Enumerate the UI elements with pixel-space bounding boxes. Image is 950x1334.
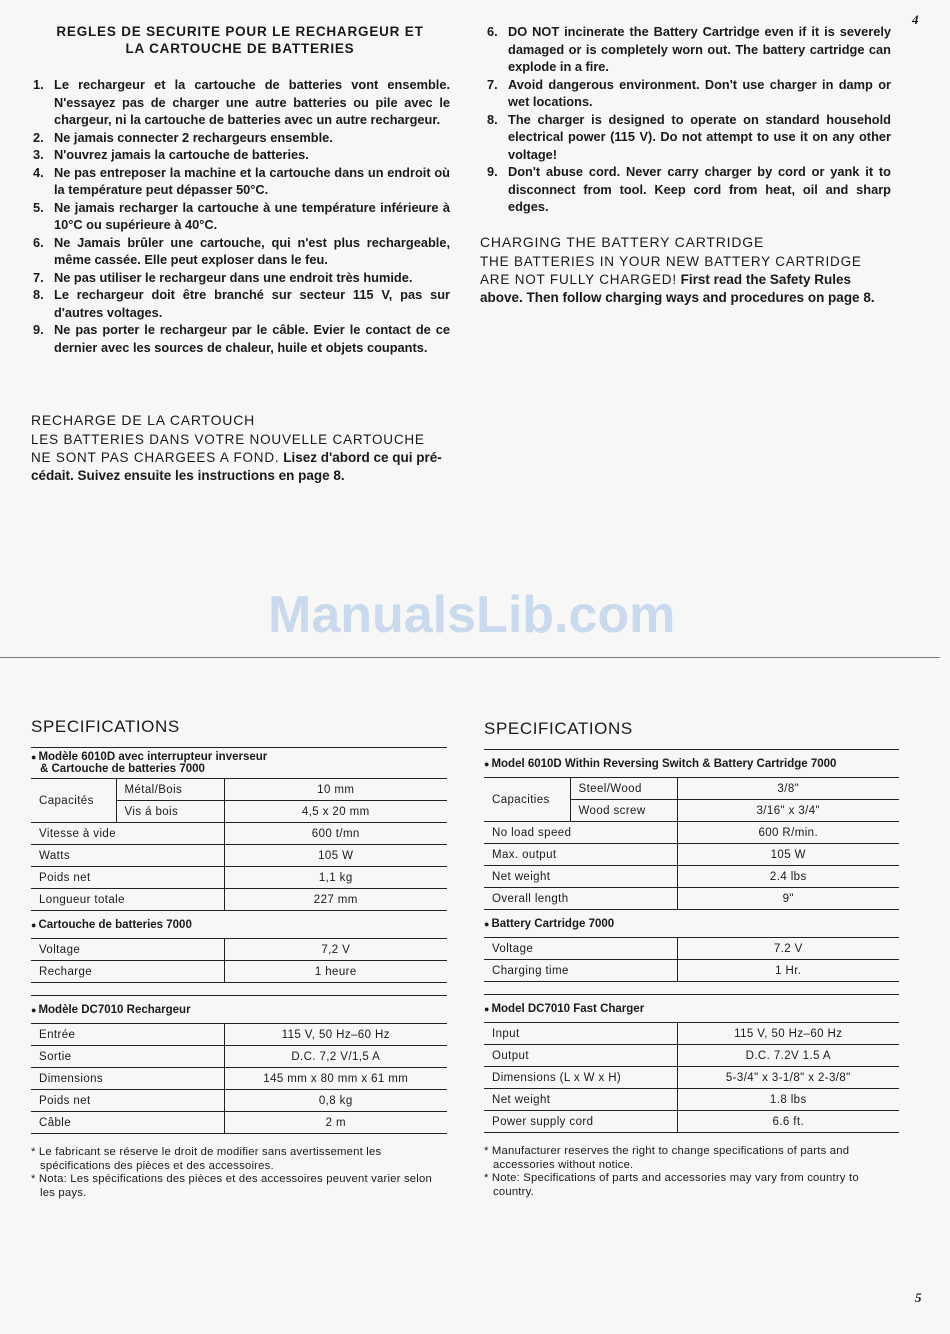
spec-label: Poids net: [31, 1090, 224, 1112]
spec-capacity-value: 4,5 x 20 mm: [224, 801, 447, 823]
spec-capacity-row: [31, 779, 447, 801]
spec-value: 9": [677, 888, 899, 910]
spec-row: [484, 1067, 899, 1089]
rule-text: The charger is designed to operate on standard household electrical power (115 V). Do not attempt to use it on any other voltage!: [508, 111, 891, 162]
spec-gap-cell: [31, 983, 447, 996]
spec-value: 600 t/mn: [224, 823, 447, 845]
spec-label: Power supply cord: [484, 1111, 677, 1133]
spec-row: [484, 844, 899, 866]
spec-row: [31, 1046, 447, 1068]
rule-item: [484, 76, 891, 111]
spec-capacity-value: 3/16" x 3/4": [677, 800, 899, 822]
spec-row: [484, 1023, 899, 1045]
rule-text: N'ouvrez jamais la cartouche de batteries.: [54, 147, 309, 162]
spec-value: 105 W: [224, 845, 447, 867]
spec-label: Longueur totale: [31, 889, 224, 911]
spec-label: Dimensions (L x W x H): [484, 1067, 677, 1089]
rule-number: 4.: [33, 164, 44, 180]
spec-label: Voltage: [484, 938, 677, 960]
rule-number: 6.: [487, 24, 498, 39]
spec-row: [484, 1045, 899, 1067]
page-divider: [0, 657, 940, 658]
bullet-icon: ●: [484, 758, 490, 769]
spec-en-notes: [484, 1145, 899, 1199]
spec-value: 1.8 lbs: [677, 1089, 899, 1111]
spec-value: 7.2 V: [677, 938, 899, 960]
spec-row: [484, 938, 899, 960]
spec-value: 1 Hr.: [677, 960, 899, 982]
spec-gap-row: [31, 983, 447, 996]
rule-text: Ne jamais connecter 2 rechargeurs ensemble.: [54, 129, 333, 145]
rule-number: 7.: [33, 269, 44, 285]
spec-label: Dimensions: [31, 1068, 224, 1090]
spec-model-header: Model 6010D Within Reversing Switch & Battery Cartridge 7000: [491, 757, 837, 770]
spec-label: Max. output: [484, 844, 677, 866]
spec-value: D.C. 7,2 V/1,5 A: [224, 1046, 447, 1068]
spec-en-title: SPECIFICATIONS: [484, 719, 633, 738]
english-charging-line2-rest: First read the Safety Rules: [680, 272, 851, 287]
spec-label: Watts: [31, 845, 224, 867]
rule-item: [484, 23, 891, 76]
english-rules-section: [484, 23, 891, 216]
spec-capacity-value: 10 mm: [224, 779, 447, 801]
spec-row: [484, 866, 899, 888]
french-rules-title-line1: REGLES DE SECURITE POUR LE RECHARGEUR ET: [56, 24, 424, 39]
english-charging-line1: THE BATTERIES IN YOUR NEW BATTERY CARTRIDGE: [480, 254, 862, 269]
rule-text: Ne pas porter le rechargeur par le câble. Evier le contact de ce dernier avec les sources de chaleur, huile et objets coupants.: [54, 322, 450, 355]
rule-text: Don't abuse cord. Never carry charger by cord or yank it to disconnect from tool. Keep cord from heat, oil and sharp edges.: [508, 164, 891, 214]
rule-text: Le rechargeur doit être branché sur secteur 115 V, pas sur d'autres voltages.: [54, 287, 450, 320]
spec-label: Net weight: [484, 1089, 677, 1111]
rule-text: Le rechargeur et la cartouche de batteries vont ensemble. N'essayez pas de charger une autre batteries ou pile avec le chargeur, ni la cartouche de batteries avec un autre rechargeur.: [54, 77, 450, 127]
spec-label: Vitesse à vide: [31, 823, 224, 845]
spec-label: Output: [484, 1045, 677, 1067]
spec-row: [31, 1090, 447, 1112]
rule-item: [30, 129, 450, 147]
spec-row: [31, 1024, 447, 1046]
french-rules-section: [30, 23, 450, 356]
spec-fr-table: [31, 748, 447, 1134]
spec-label: No load speed: [484, 822, 677, 844]
english-charging-line2-caps: ARE NOT FULLY CHARGED!: [480, 272, 677, 287]
french-recharge-line2-rest: Lisez d'abord ce qui pré-: [283, 450, 442, 465]
bullet-icon: ●: [31, 1004, 37, 1015]
spec-value: 105 W: [677, 844, 899, 866]
french-recharge-line3: cédait. Suivez ensuite les instructions en page 8.: [31, 468, 345, 483]
rule-number: 5.: [33, 199, 44, 215]
spec-value: 6.6 ft.: [677, 1111, 899, 1133]
rule-item: [30, 286, 450, 321]
spec-gap-cell: [484, 982, 899, 995]
spec-value: 2 m: [224, 1112, 447, 1134]
spec-capacity-value: 3/8": [677, 778, 899, 800]
spec-group-row: [31, 911, 447, 939]
spec-value: 5-3/4" x 3-1/8" x 2-3/8": [677, 1067, 899, 1089]
spec-row: [31, 823, 447, 845]
spec-row: [31, 939, 447, 961]
spec-label: Net weight: [484, 866, 677, 888]
spec-value: 600 R/min.: [677, 822, 899, 844]
bullet-icon: ●: [484, 918, 490, 929]
rule-number: 9.: [487, 164, 498, 179]
spec-row: [31, 845, 447, 867]
spec-group-cell: [31, 996, 447, 1024]
rule-number: 8.: [33, 287, 44, 302]
french-rules-list: [30, 76, 450, 356]
rule-number: 1.: [33, 77, 44, 92]
bullet-icon: ●: [31, 919, 37, 930]
spec-value: 115 V, 50 Hz–60 Hz: [224, 1024, 447, 1046]
spec-label: Overall length: [484, 888, 677, 910]
spec-label: Charging time: [484, 960, 677, 982]
french-recharge-section: [31, 412, 451, 485]
spec-capacity-sub: Métal/Bois: [116, 779, 224, 801]
spec-label: Recharge: [31, 961, 224, 983]
spec-row: [484, 960, 899, 982]
spec-capacity-label: Capacities: [484, 778, 570, 822]
spec-row: [484, 1111, 899, 1133]
spec-capacity-label: Capacités: [31, 779, 116, 823]
french-recharge-line2-caps: NE SONT PAS CHARGEES A FOND.: [31, 450, 280, 465]
spec-capacity-row: [484, 778, 899, 800]
rule-item: [30, 76, 450, 129]
spec-group-row: [484, 995, 899, 1023]
rule-item: [30, 164, 450, 199]
english-rules-list: [484, 23, 891, 216]
spec-value: 1 heure: [224, 961, 447, 983]
rule-text: Ne pas entreposer la machine et la cartouche dans un endroit où la température peut dépasser 50°C.: [54, 164, 450, 197]
rule-number: 2.: [33, 129, 44, 145]
spec-row: [31, 961, 447, 983]
spec-row: [31, 1112, 447, 1134]
spec-charger-header: Model DC7010 Fast Charger: [491, 1002, 645, 1015]
spec-note: * Nota: Les spécifications des pièces et des accessoires peuvent varier selon les pays.: [31, 1173, 432, 1199]
spec-label: Poids net: [31, 867, 224, 889]
rule-number: 3.: [33, 147, 44, 162]
spec-note: * Le fabricant se réserve le droit de modifier sans avertissement les spécifications des pièces et des accessoires.: [31, 1146, 382, 1172]
rule-item: [30, 199, 450, 234]
spec-label: Input: [484, 1023, 677, 1045]
spec-gap-row: [484, 982, 899, 995]
rule-item: [30, 269, 450, 287]
spec-row: [484, 888, 899, 910]
rule-text: Ne Jamais brûler une cartouche, qui n'est plus rechargeable, même cassée. Elle peut exploser dans le feu.: [54, 234, 450, 267]
spec-fr-title: SPECIFICATIONS: [31, 717, 180, 736]
rule-number: 6.: [33, 234, 44, 250]
french-rules-title-line2: LA CARTOUCHE DE BATTERIES: [125, 41, 355, 56]
spec-en-section: [484, 719, 899, 1199]
english-charging-line3: above. Then follow charging ways and procedures on page 8.: [480, 290, 875, 305]
spec-row: [484, 1089, 899, 1111]
english-charging-heading: CHARGING THE BATTERY CARTRIDGE: [480, 234, 765, 250]
french-recharge-heading: RECHARGE DE LA CARTOUCH: [31, 412, 256, 428]
page-number-top: 4: [912, 12, 919, 27]
spec-group-cell: [31, 748, 447, 779]
rule-item: [484, 163, 891, 216]
watermark: ManualsLib.com: [268, 586, 676, 644]
spec-group-cell: [484, 995, 899, 1023]
rule-item: [30, 321, 450, 356]
rule-text: Avoid dangerous environment. Don't use charger in damp or wet locations.: [508, 76, 891, 109]
spec-capacity-sub: Wood screw: [570, 800, 677, 822]
spec-group-cell: [31, 911, 447, 939]
spec-charger-header: Modèle DC7010 Rechargeur: [38, 1003, 191, 1016]
page-number-bottom: 5: [915, 1290, 922, 1305]
spec-label: Sortie: [31, 1046, 224, 1068]
spec-label: Câble: [31, 1112, 224, 1134]
spec-fr-notes: [31, 1146, 447, 1200]
rule-number: 8.: [487, 111, 498, 127]
spec-note: * Note: Specifications of parts and accessories may vary from country to country.: [484, 1172, 859, 1198]
rule-text: Ne jamais recharger la cartouche à une température inférieure à 10°C ou supérieure à 40°C.: [54, 199, 450, 232]
english-charging-section: [480, 234, 892, 307]
spec-label: Entrée: [31, 1024, 224, 1046]
spec-model-header-line2: & Cartouche de batteries 7000: [40, 763, 205, 775]
spec-en-table: [484, 750, 899, 1133]
spec-capacity-sub: Vis á bois: [116, 801, 224, 823]
rule-item: [30, 234, 450, 269]
spec-row: [31, 867, 447, 889]
spec-group-row: [484, 750, 899, 778]
rule-number: 7.: [487, 76, 498, 92]
rule-text: Ne pas utiliser le rechargeur dans une endroit très humide.: [54, 269, 413, 285]
spec-row: [31, 889, 447, 911]
spec-value: D.C. 7.2V 1.5 A: [677, 1045, 899, 1067]
spec-fr-section: [31, 717, 447, 1200]
spec-label: Voltage: [31, 939, 224, 961]
spec-group-row: [31, 996, 447, 1024]
rule-item: [484, 111, 891, 164]
spec-group-cell: [484, 910, 899, 938]
spec-row: [31, 1068, 447, 1090]
bullet-icon: ●: [31, 752, 37, 762]
spec-note: * Manufacturer reserves the right to change specifications of parts and accessories without notice.: [484, 1145, 850, 1171]
rule-text: DO NOT incinerate the Battery Cartridge even if it is severely damaged or is completely worn out. The battery cartridge can explode in a fire.: [508, 24, 891, 74]
spec-group-row: [31, 748, 447, 779]
spec-battery-header: Battery Cartridge 7000: [491, 917, 615, 930]
spec-capacity-sub: Steel/Wood: [570, 778, 677, 800]
bullet-icon: ●: [484, 1003, 490, 1014]
rule-number: 9.: [33, 322, 44, 337]
rule-item: [30, 146, 450, 164]
spec-battery-header: Cartouche de batteries 7000: [38, 918, 192, 931]
spec-value: 227 mm: [224, 889, 447, 911]
spec-group-row: [484, 910, 899, 938]
spec-model-header: Modèle 6010D avec interrupteur inverseur: [38, 751, 268, 763]
spec-value: 115 V, 50 Hz–60 Hz: [677, 1023, 899, 1045]
spec-row: [484, 822, 899, 844]
spec-value: 145 mm x 80 mm x 61 mm: [224, 1068, 447, 1090]
spec-group-cell: [484, 750, 899, 778]
spec-value: 1,1 kg: [224, 867, 447, 889]
french-recharge-line1: LES BATTERIES DANS VOTRE NOUVELLE CARTOUCHE: [31, 432, 425, 447]
spec-value: 2.4 lbs: [677, 866, 899, 888]
spec-value: 0,8 kg: [224, 1090, 447, 1112]
spec-value: 7,2 V: [224, 939, 447, 961]
